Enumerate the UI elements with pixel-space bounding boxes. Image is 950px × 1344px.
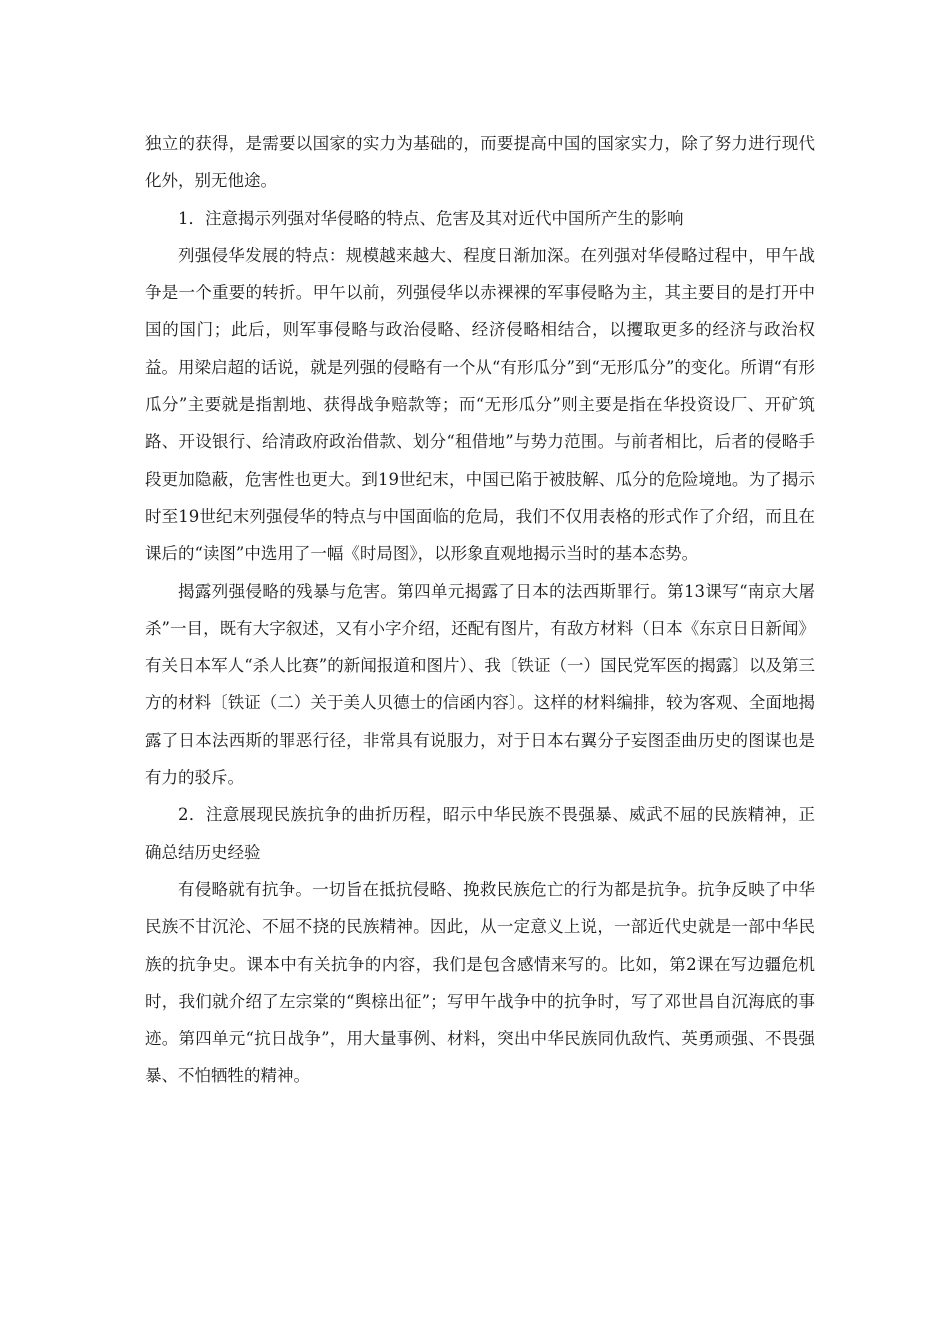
section-heading-2: 2．注意展现民族抗争的曲折历程，昭示中华民族不畏强暴、威武不屈的民族精神，正确总结历史经验 bbox=[145, 805, 815, 862]
paragraph-continuation: 独立的获得，是需要以国家的实力为基础的，而要提高中国的国家实力，除了努力进行现代化外，别无他途。 bbox=[145, 134, 815, 191]
document-body bbox=[145, 125, 815, 1095]
paragraph-national-resistance: 有侵略就有抗争。一切旨在抵抗侵略、挽救民族危亡的行为都是抗争。抗争反映了中华民族不甘沉沦、不屈不挠的民族精神。因此，从一定意义上说，一部近代史就是一部中华民族的抗争史。课本中有关抗争的内容，我们是包含感情来写的。比如，第2课在写边疆危机时，我们就介绍了左宗棠的“舆榇出征”；写甲午战争中的抗争时，写了邓世昌自沉海底的事迹。第四单元“抗日战争”，用大量事例、材料，突出中华民族同仇敌忾、英勇顽强、不畏强暴、不怕牺牲的精神。 bbox=[145, 879, 815, 1086]
section-heading-1: 1．注意揭示列强对华侵略的特点、危害及其对近代中国所产生的影响 bbox=[178, 208, 684, 228]
paragraph-invasion-atrocities: 揭露列强侵略的残暴与危害。第四单元揭露了日本的法西斯罪行。第13课写“南京大屠杀”一目，既有大字叙述，又有小字介绍，还配有图片，有敌方材料（日本《东京日日新闻》有关日本军人“杀人比赛”的新闻报道和图片）、我〔铁证（一）国民党军医的揭露〕以及第三方的材料〔铁证（二）关于美人贝德士的信函内容〕。这样的材料编排，较为客观、全面地揭露了日本法西斯的罪恶行径，非常具有说服力，对于日本右翼分子妄图歪曲历史的图谋也是有力的驳斥。 bbox=[145, 581, 815, 788]
paragraph-invasion-characteristics: 列强侵华发展的特点：规模越来越大、程度日渐加深。在列强对华侵略过程中，甲午战争是一个重要的转折。甲午以前，列强侵华以赤裸裸的军事侵略为主，其主要目的是打开中国的国门；此后，则军事侵略与政治侵略、经济侵略相结合，以攫取更多的经济与政治权益。用梁启超的话说，就是列强的侵略有一个从“有形瓜分”到“无形瓜分”的变化。所谓“有形瓜分”主要就是指割地、获得战争赔款等；而“无形瓜分”则主要是指在华投资设厂、开矿筑路、开设银行、给清政府政治借款、划分“租借地”与势力范围。与前者相比，后者的侵略手段更加隐蔽，危害性也更大。到19世纪末，中国已陷于被肢解、瓜分的危险境地。为了揭示时至19世纪末列强侵华的特点与中国面临的危局，我们不仅用表格的形式作了介绍，而且在课后的“读图”中选用了一幅《时局图》，以形象直观地揭示当时的基本态势。 bbox=[145, 245, 815, 564]
